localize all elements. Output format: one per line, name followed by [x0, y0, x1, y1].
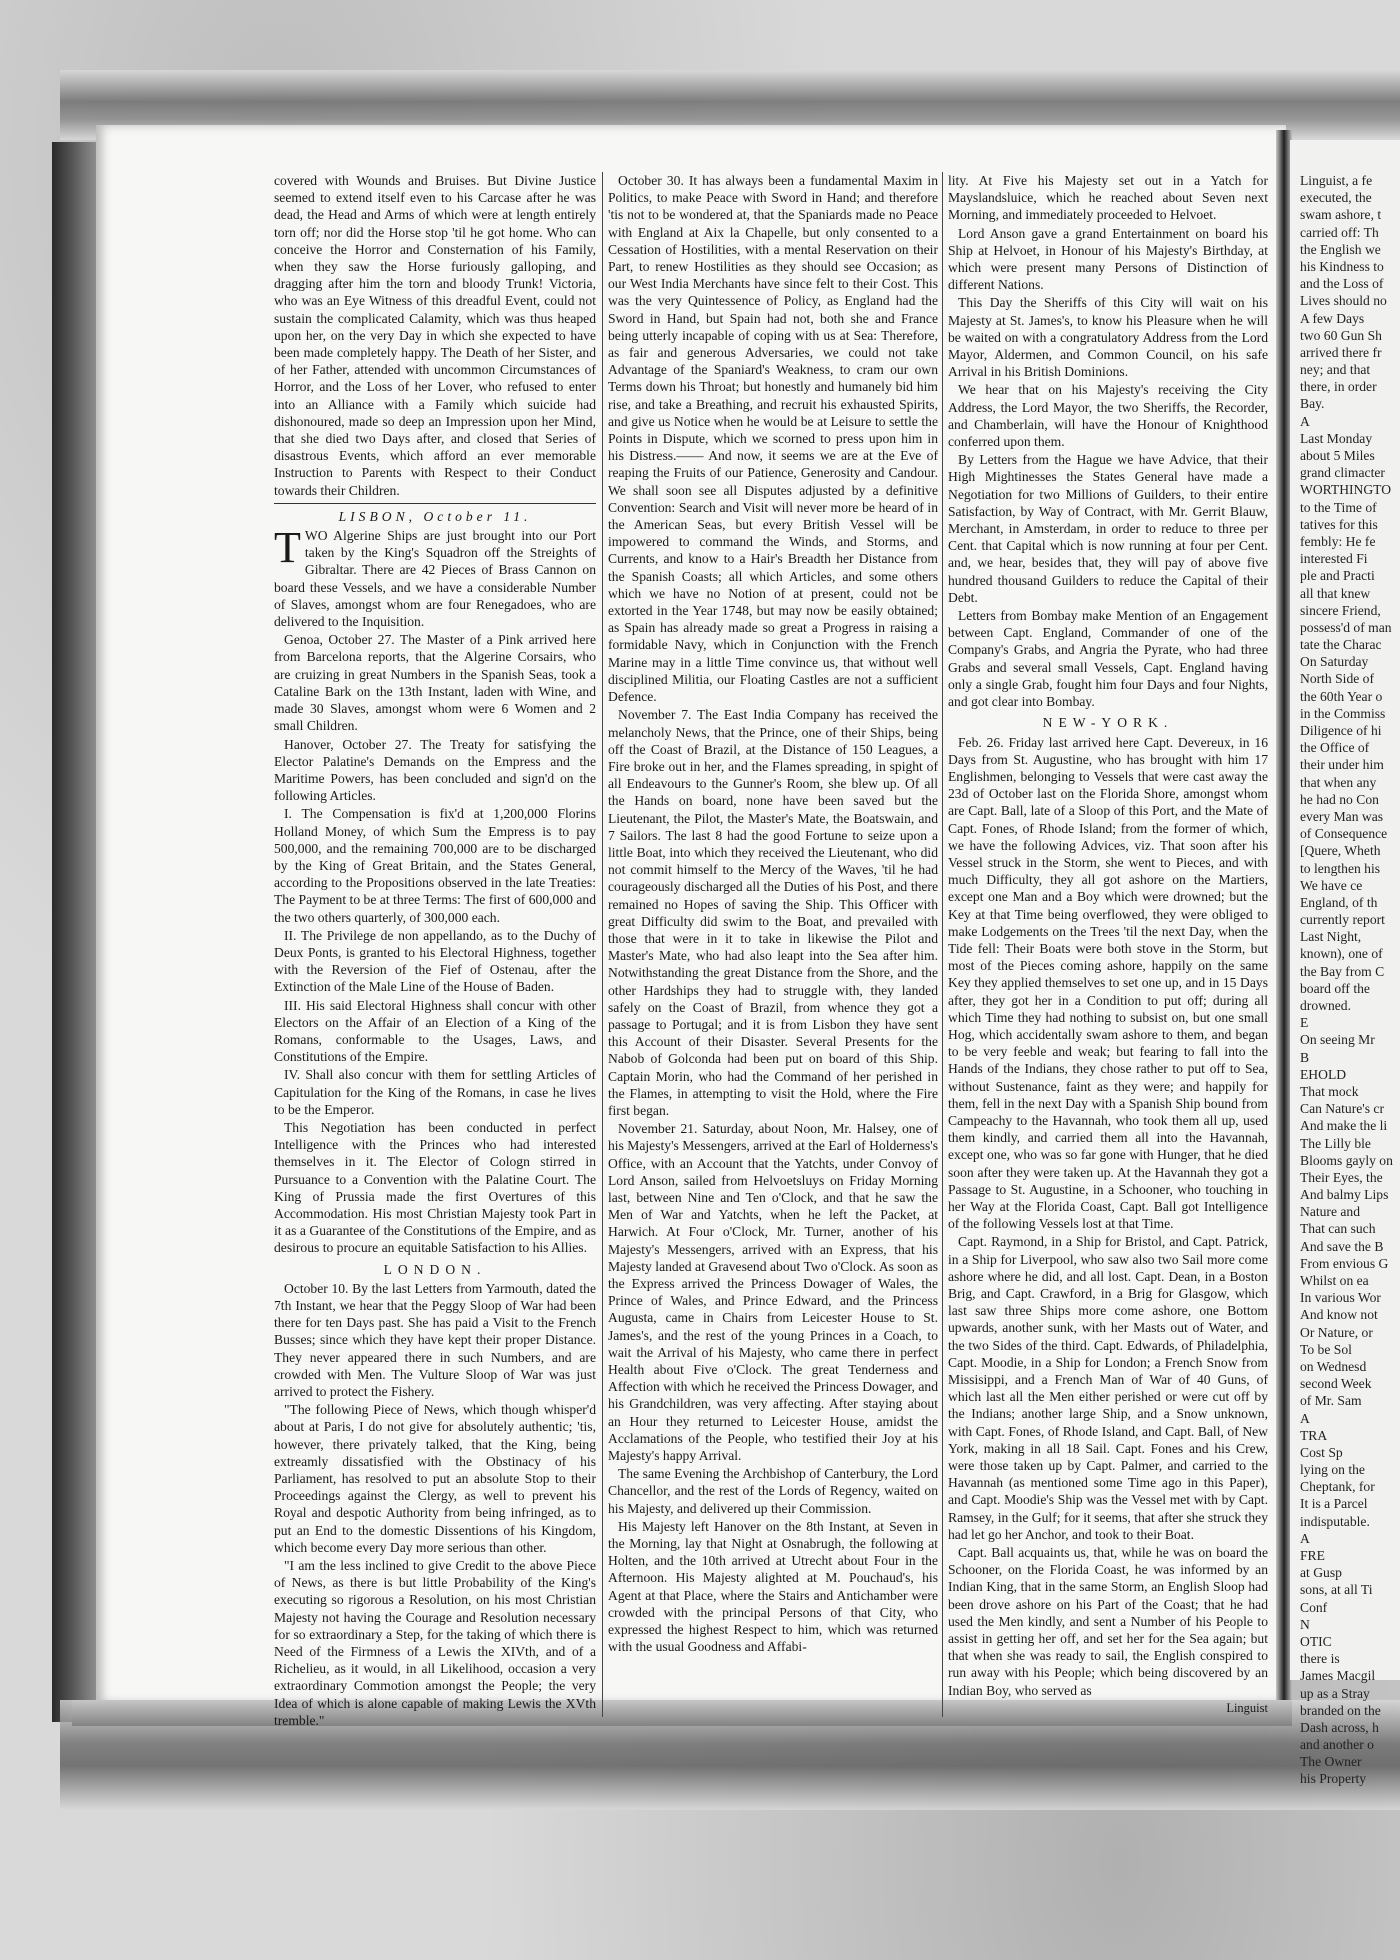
column-1-paragraph-4: Hanover, October 27. The Treaty for satisfying the Elector Palatine's Demands on the Empress and the Maritime Powers, has been concluded and sign'd on the following Articles. [274, 736, 596, 804]
fragment-line: Nature and [1300, 1204, 1361, 1220]
fragment-line: A [1300, 1410, 1310, 1426]
column-1-paragraph-7: III. His said Electoral Highness shall concur with other Electors on the Affair of an Election of a King of the Romans, conformable to the Usages, Laws, and Constitutions of the Empire. [274, 997, 596, 1065]
fragment-line: interested Fi [1300, 551, 1368, 567]
fragment-line: possess'd of man [1300, 619, 1392, 635]
catchword: Linguist [1226, 1700, 1268, 1715]
fragment-line: two 60 Gun Sh [1300, 327, 1382, 343]
fragment-line: A [1300, 1530, 1310, 1546]
fragment-line: That can such [1300, 1221, 1376, 1237]
fragment-line: Dash across, h [1300, 1719, 1379, 1735]
column-2-paragraph-3: November 21. Saturday, about Noon, Mr. Halsey, one of his Majesty's Messengers, arrived at the Earl of Holderness's Office, with an Account that the Yatchts, under Convoy of Lord Anson, sailed from Helvoetsluys on Friday Morning last, between Nine and Ten o'Clock, and that he saw the Men of War and Yatchts, when he left the Packet, at Harwich. At Four o'Clock, Mr. Turner, another of his Majesty's Messengers, arrived with an Express, that his Majesty landed at Gravesend about Two o'Clock. As soon as the Express arrived the Princess Dowager of Wales, the Prince of Wales, and Prince Edward, and the Princess Augusta, came in Chairs from Leicester House to St. James's, and the rest of the young Princes in a Coach, to wait the Arrival of his Majesty, who came there in perfect Health about Five o'Clock. The great Tenderness and Affection with which he received the Princess Dowager, and his Grandchildren, was very affecting. After staying about an Hour they returned to Leicester House, amidst the Acclamations of the People, who testified their Joy at his Majesty's happy Arrival. [608, 1121, 938, 1464]
fragment-line: executed, the [1300, 190, 1372, 206]
fragment-line: swam ashore, t [1300, 207, 1382, 223]
fragment-line: Or Nature, or [1300, 1324, 1373, 1340]
fragment-line: The Owner [1300, 1754, 1362, 1770]
column-1-paragraph-2 [274, 523, 596, 630]
fragment-line: Blooms gayly on [1300, 1152, 1393, 1168]
fragment-line: up as a Stray [1300, 1685, 1370, 1701]
fragment-line: his Property [1300, 1771, 1367, 1787]
fragment-line: Linguist, a fe [1300, 173, 1373, 188]
fragment-line: to lengthen his [1300, 860, 1381, 876]
fragment-line: of Mr. Sam [1300, 1393, 1362, 1409]
fragment-line: And save the B [1300, 1238, 1384, 1254]
fragment-line: Diligence of hi [1300, 723, 1382, 738]
column-3-paragraph-5: By Letters from the Hague we have Advice, that their High Mightinesses the States General have made a Negotiation for two Millions of Guilders, to their entire Satisfaction, by Way of Contract, with Mr. Gerrit Blauw, Merchant, in Amsterdam, in order to reduce to three per Cent. that Capital which is now running at four per Cent. and, we hear, besides that, they will pay of above five hundred thousand Guilders to reduce the Capital of their Debt. [948, 452, 1268, 605]
fragment-line: FRE [1300, 1548, 1325, 1563]
fragment-line: TRA [1300, 1427, 1328, 1443]
fragment-line: In various Wor [1300, 1290, 1381, 1306]
column-4-fragment [1290, 140, 1400, 1788]
fragment-line: And balmy Lips [1300, 1187, 1389, 1203]
fragment-line: B [1300, 1049, 1310, 1065]
column-rule [602, 172, 603, 1717]
column-1-paragraph-10: October 10. By the last Letters from Yarmouth, dated the 7th Instant, we hear that the Peggy Sloop of War had been there for ten Days past. She has paid a Visit to the French Busses; since which they have kept their proper Distance. They never appeared there in such Numbers, and are crowded with Men. The Vulture Sloop of War was just arrived to protect the Fishery. [274, 1280, 596, 1400]
column-3-paragraph-1: lity. At Five his Majesty set out in a Yatch for Mayslandsluice, which he reached about Seven next Morning, and immediately proceeded to Helvoet. [948, 173, 1268, 223]
fragment-line: board off the [1300, 980, 1370, 996]
column-3 [948, 172, 1268, 1717]
fragment-line: arrived there fr [1300, 344, 1382, 360]
fragment-line: the Office of [1300, 740, 1370, 756]
column-3-paragraph-9: Capt. Ball acquaints us, that, while he was on board the Schooner, on the Florida Coast, he was informed by an Indian King, that in the same Storm, an English Sloop had been drove ashore on his Part of the Coast; that he had used the Men kindly, and sent a Number of his People to assist in getting her off, and set her for the Sea again; but that when she was ready to sail, the English conspired to run away with his People; which being discovered by an Indian Boy, who served as [948, 1545, 1268, 1698]
column-1-paragraph-3: Genoa, October 27. The Master of a Pink arrived here from Barcelona reports, that the Algerine Corsairs, who are cruizing in great Numbers in the Spanish Seas, took a Cataline Bark on the 13th Instant, laden with Wine, and made 30 Slaves, amongst whom were 6 Women and 2 small Children. [274, 632, 596, 734]
fragment-line: sons, at all Ti [1300, 1582, 1373, 1598]
fragment-line: Last Monday [1300, 430, 1373, 446]
fragment-line: on Wednesd [1300, 1358, 1367, 1374]
column-2-paragraph-2: November 7. The East India Company has received the melancholy News, that the Prince, one of their Ships, being off the Coast of Brazil, at the Distance of 150 Leagues, a Fire broke out in her, and the Flames spreading, in spight of all Endeavours to the Gunner's Room, she blew up. Of all the Hands on board, none have been saved but the Lieutenant, the Pilot, the Master's Mate, the Boatswain, and 7 Sailors. The last 8 had the good Fortune to seize upon a little Boat, into which they received the Lieutenant, who did not commit himself to the Mercy of the Waves, 'til he had courageously discharged all the Duties of his Post, and there remained no Hopes of saving the Ship. This Officer with great Difficulty did swim to the Boat, and prevailed with those that were in it to take in likewise the Pilot and Master's Mate, who had also leapt into the Sea after him. Notwithstanding the great Distance from the Shore, and the other Hardships they had to struggle with, they landed safely on the Coast of Brazil, from whence they got a passage to Portugal; and it is from Lisbon they have sent this Account of their Disaster. Several Presents for the Nabob of Golconda had been put on board of this Ship. Captain Morin, who had the Command of her perished in the Flames, in attempting to visit the Hold, where the Fire first began. [608, 707, 938, 1118]
column-1-paragraph-6: II. The Privilege de non appellando, as to the Duchy of Deux Ponts, is granted to his Electoral Highness, together with the Reversion of the Fief of Ostenau, after the Extinction of the Male Line of the House of Baden. [274, 927, 596, 995]
fragment-line: their under him [1300, 757, 1384, 773]
fragment-line: indisputable. [1300, 1513, 1370, 1529]
book-spine-edge [52, 142, 102, 1722]
fragment-line: Cost Sp [1300, 1444, 1343, 1460]
fragment-line: that when any [1300, 774, 1377, 790]
column-3-paragraph-6: Letters from Bombay make Mention of an Engagement between Capt. England, Commander of one of the Company's Grabs, and Angria the Pyrate, who had three Grabs and several small Vessels, Capt. England having only a single Grab, fought him four Days and four Nights, and got clear into Bombay. [948, 608, 1268, 710]
column-3-paragraph-3: This Day the Sheriffs of this City will wait on his Majesty at St. James's, to know his Pleasure when he will be waited on with a congratulatory Address from the Lord Mayor, Aldermen, and Common Council, on his safe Arrival in his British Dominions. [948, 295, 1268, 380]
fragment-line: [Quere, Wheth [1300, 843, 1381, 859]
fragment-line: known), one of [1300, 946, 1383, 962]
fragment-line: to the Time of [1300, 499, 1377, 515]
fragment-line: On Saturday [1300, 654, 1369, 670]
fragment-line: of Consequence [1300, 826, 1388, 842]
fragment-line: and the Loss of [1300, 276, 1384, 292]
fragment-line: the Bay from C [1300, 963, 1385, 979]
fragment-line: That mock [1300, 1083, 1359, 1099]
fragment-line: and another o [1300, 1737, 1374, 1753]
column-1-paragraph-1: covered with Wounds and Bruises. But Divine Justice seemed to extend itself even to his Carcase after he was dead, the Head and Arms of which were at length entirely torn off; nor did the Horse stop 'til he got home. Who can conceive the Horror and Consternation of his Family, when they saw the Horse furiously galloping, and dragging after him the torn and bloody Trunk! Victoria, who was an Eye Witness of this dreadful Event, could not sustain the complicated Calamity, which was thus heaped upon her, on the very Day in which she expected to have been made completely happy. The Death of her Sister, and of her Father, attended with uncommon Circumstances of Horror, and the Loss of her Lover, who refused to enter into an Alliance with a Family which suicide had dishonoured, made so deep an Impression upon her Mind, that she died two Days after, and closed that Series of disastrous Events, which afford an ever memorable Instruction to Parents with Respect to their Conduct towards their Children. [274, 173, 596, 498]
column-1 [274, 172, 596, 1728]
column-3-paragraph-4: We hear that on his Majesty's receiving the City Address, the Lord Mayor, the two Sheriffs, the Recorder, and Chamberlain, will have the Honour of Knighthood conferred upon them. [948, 382, 1268, 450]
fragment-line: James Macgil [1300, 1668, 1376, 1684]
heading-new-york: NEW-YORK. [1042, 715, 1174, 731]
fragment-line: second Week [1300, 1376, 1372, 1392]
fragment-line: grand climacter [1300, 465, 1385, 481]
right-page-fragment [1290, 140, 1400, 1787]
column-1-paragraph-9: This Negotiation has been conducted in perfect Intelligence with the Princes who had interested themselves in it. The Elector of Cologn stirred in Pursuance to a Convention with the Palatine Court. The King of Prussia made the first Overtures of this Accommodation. His most Christian Majesty took Part in it as a Guarantee of the Constitutions of the Empire, and as desirous to procure an equitable Satisfaction to his Allies. [274, 1119, 596, 1256]
column-1-paragraph-5: I. The Compensation is fix'd at 1,200,000 Florins Holland Money, of which Sum the Empress is to pay 500,000, and the remaining 700,000 are to be discharged by the King of Great Britain, and the States General, according to the Propositions observed in the late Treaties: The Payment to be at three Terms: The first of 600,000 and the two others quarterly, of 300,000 each. [274, 806, 596, 925]
fragment-line: the 60th Year o [1300, 688, 1383, 704]
fragment-line: his Kindness to [1300, 258, 1384, 274]
fragment-line: Can Nature's cr [1300, 1101, 1384, 1117]
column-3-paragraph-2: Lord Anson gave a grand Entertainment on board his Ship at Helvoet, in Honour of his Majesty's Birthday, at which were present many Persons of Distinction of different Nations. [948, 225, 1268, 293]
fragment-line: OTIC [1300, 1633, 1332, 1649]
fragment-line: there, in order [1300, 379, 1377, 395]
fragment-line: Whilst on ea [1300, 1273, 1369, 1288]
fragment-line: A few Days [1300, 310, 1365, 326]
column-2-paragraph-1: October 30. It has always been a fundamental Maxim in Politics, to make Peace with Sword in Hand; and therefore 'tis not to be wondered at, that the Spaniards made no Peace with England at Aix la Chapelle, but only consented to a Cessation of Hostilities, with a mental Reservation on their Part, to renew Hostilities as they should see Occasion; as our West India Merchants have since felt to their Cost. This was the very Quintessence of Policy, as England had the Sword in Hand, but Spain had not, both she and France being utterly incapable of coping with us at Sea: Therefore, as fair and generous Adversaries, we could not take Advantage of the Spaniard's Weakness, to cram our own Terms down his Throat; but honestly and humanely bid him rise, and take a Breathing, and recruit his exhausted Spirits, and give us Notice when he would be at Leisure to settle the Points in Dispute, which we scorned to press upon him in his Distress.—— And now, it seems we are at the Eve of reaping the Fruits of our Patience, Generosity and Candour. We shall soon see all Disputes adjusted by a definitive Convention: Search and Visit will never more be heard of in the American Seas, but every British Vessel will be impowered to command the Winds, and Storms, and Currents, and know to a Hair's Breadth her Distance from the Spanish Coasts; all which Articles, and some others which we have no Notion of at present, could not be extorted in the Year 1748, but may now be easily obtained; as Spain has already made so great a Progress in raising a formidable Navy, which in Conjunction with the French Marine may in a little Time convince us, that without well disciplined Militia, our Floating Castles are not a sufficient Defence. [608, 173, 938, 705]
dateline-lisbon: LISBON, October 11. [338, 508, 532, 524]
fragment-line: A [1300, 413, 1310, 429]
fragment-line: EHOLD [1300, 1066, 1347, 1082]
fragment-line: It is a Parcel [1300, 1496, 1368, 1512]
fragment-line: there is [1300, 1651, 1340, 1667]
fragment-line: he had no Con [1300, 791, 1379, 807]
fragment-line: Bay. [1300, 396, 1325, 412]
fragment-line: From envious G [1300, 1255, 1389, 1271]
fragment-line: ple and Practi [1300, 568, 1375, 584]
fragment-line: North Side of [1300, 671, 1375, 687]
fragment-line: N [1300, 1616, 1310, 1632]
column-1-paragraph-8: IV. Shall also concur with them for settling Articles of Capitulation for the King of the Romans, in case he lives to be the Emperor. [274, 1067, 596, 1117]
fragment-line: We have ce [1300, 877, 1363, 893]
column-3-paragraph-7: Feb. 26. Friday last arrived here Capt. Devereux, in 16 Days from St. Augustine, who has brought with him 17 Englishmen, belonging to Vessels that were cast away the 23d of October last on the Florida Shore, amongst whom are Capt. Ball, late of a Sloop of this Port, and the Mate of Capt. Fones, of Rhode Island; from the former of which, we have the following Advices, viz. That soon after his Vessel struck in the Storm, she went to Pieces, and with much Difficulty, they all got ashore on the Martiers, except one Man and a Boy which were drowned; but the Key at that Time being overflowed, they were obliged to make Lodgements on the Trees 'til the next Day, when the Tide fell: Their Boats were both stove in the Storm, but most of the Pieces coming ashore, happily on the same Key they applied themselves to set one up, and in 15 Days after, they got her in a Condition to put off; during all which Time they had nothing to subsist on, but one small Hog, which accidentally swam ashore to them, and began to be very feeble and weak; but fearing to fall into the Hands of the Indians, they chose rather to put off to Sea, without Sustenance, faint as they were; and happily for them, fell in the next Day with a Spanish Ship bound from Campeachy to the Havannah, who took them all up, used them kindly, and carried them all into the Havannah, except one, who was so far gone with Hunger, that he died soon after they were taken up. At the Havannah they got a Passage to St. Augustine, in a Schooner, who touching in her Way at the Florida Coast, Capt. Ball got Intelligence of the following Vessels lost at that Time. [948, 734, 1268, 1232]
column-3-paragraph-8: Capt. Raymond, in a Ship for Bristol, and Capt. Patrick, in a Ship for Liverpool, who saw also two Sail more come ashore where he did, and all lost. Capt. Dean, in a Boston Brig, and Capt. Crawford, in a Brig for Glasgow, which last saw three Ships more come ashore, one Bottom upwards, another sunk, with her Masts out of Water, and the two Sides of the third. Capt. Edwards, of Philadelphia, Capt. Moodie, in a Ship for London; a French Snow from Missisippi, and a French Man of War of 40 Guns, of which last all the Men either perished or were cut off by the Indians; another large Ship, and a Snow unknown, with Capt. Fones, of Rhode Island, and Capt. Ball, of New York, making in all 18 Sail. Capt. Fones and his Crew, were those taken up by Capt. Palmer, and carried to the Havannah (as mentioned some Time ago in this Paper), and Capt. Moodie's Ship was the Vessel met with by Capt. Ramsey, in the Gulf; for it seems, that after she struck they had let go her Anchor, and took to their Boat. [948, 1234, 1268, 1542]
fragment-line: ney; and that [1300, 362, 1371, 378]
fragment-line: And know not [1300, 1307, 1378, 1323]
column-2-paragraph-4: The same Evening the Archbishop of Canterbury, the Lord Chancellor, and the rest of the Lords of Regency, waited on his Majesty, and delivered up their Commission. [608, 1466, 938, 1516]
fragment-line: The Lilly ble [1300, 1135, 1371, 1151]
fragment-line: And make the li [1300, 1118, 1388, 1134]
fragment-line: England, of th [1300, 894, 1378, 910]
fragment-line: currently report [1300, 912, 1385, 928]
fragment-line: fembly: He fe [1300, 533, 1376, 549]
fragment-line: lying on the [1300, 1462, 1365, 1478]
fragment-line: Cheptank, for [1300, 1479, 1375, 1495]
fragment-line: at Gusp [1300, 1565, 1342, 1581]
fragment-line: WORTHINGTO [1300, 482, 1392, 498]
fragment-line: every Man was [1300, 808, 1384, 824]
fragment-line: branded on the [1300, 1702, 1381, 1718]
fragment-line: all that knew [1300, 585, 1371, 601]
fragment-line: the English we [1300, 241, 1381, 257]
fragment-line: To be Sol [1300, 1341, 1352, 1357]
fragment-line: Their Eyes, the [1300, 1169, 1383, 1185]
column-rule [942, 172, 943, 1717]
heading-london: LONDON. [383, 1261, 487, 1277]
fragment-line: Lives should no [1300, 293, 1387, 309]
column-2 [608, 172, 938, 1717]
rule [274, 503, 596, 504]
fragment-line: tate the Charac [1300, 637, 1382, 653]
fragment-line: E [1300, 1015, 1309, 1031]
fragment-line: Last Night, [1300, 929, 1362, 945]
fragment-line: tatives for this [1300, 516, 1378, 532]
fragment-line: carried off: Th [1300, 224, 1379, 240]
fragment-line: drowned. [1300, 998, 1351, 1013]
fragment-line: On seeing Mr [1300, 1032, 1375, 1048]
fragment-line: Conf [1300, 1599, 1328, 1615]
column-1-paragraph-11: "The following Piece of News, which though whisper'd about at Paris, I do not give for absolutely authentic; 'tis, however, there privately talked, that the King, being extreamly dissatisfied with the Obstinacy of his Parliament, has resolved to put an absolute Stop to their Proceedings against the Clergy, as well to prevent his Royal and despotic Authority from being infringed, as to put an End to the domestic Dissentions of his Kingdom, which become every Day more serious than other. [274, 1402, 596, 1555]
paragraph-text: WO Algerine Ships are just brought into our Port taken by the King's Squadron off the Streights of Gibraltar. There are 42 Pieces of Brass Cannon on board these Vessels, and we have a considerable Number of Slaves, amongst whom are four Renegadoes, who are delivered to the Inquisition. [274, 528, 596, 630]
column-2-paragraph-5: His Majesty left Hanover on the 8th Instant, at Seven in the Morning, lay that Night at Osnabrugh, the following at Holten, and the 10th arrived at Utrecht about Four in the Afternoon. His Majesty alighted at M. Pouchaud's, his Agent at that Place, where the Stairs and Antichamber were crowded with the principal Persons of that City, who expressed the highest Respect to him, which was returned with the usual Goodness and Affabi- [608, 1518, 938, 1655]
drop-cap: T [274, 523, 301, 573]
fragment-line: in the Commiss [1300, 705, 1386, 721]
fragment-line: sincere Friend, [1300, 602, 1381, 618]
column-1-paragraph-12: "I am the less inclined to give Credit to the above Piece of News, as there is but little Probability of the King's executing so rigorous a Resolution, on his most Christian Majesty not having the Courage and Resolution necessary for so extraordinary a Step, for the taking of which there is Need of the Firmness of a Lewis the XIVth, and of a Richelieu, as it would, in all Likelihood, occasion a very extraordinary Commotion amongst the People; the very Idea of which is alone capable of making Lewis the XVth tremble." [274, 1558, 596, 1728]
fragment-line: about 5 Miles [1300, 448, 1375, 463]
